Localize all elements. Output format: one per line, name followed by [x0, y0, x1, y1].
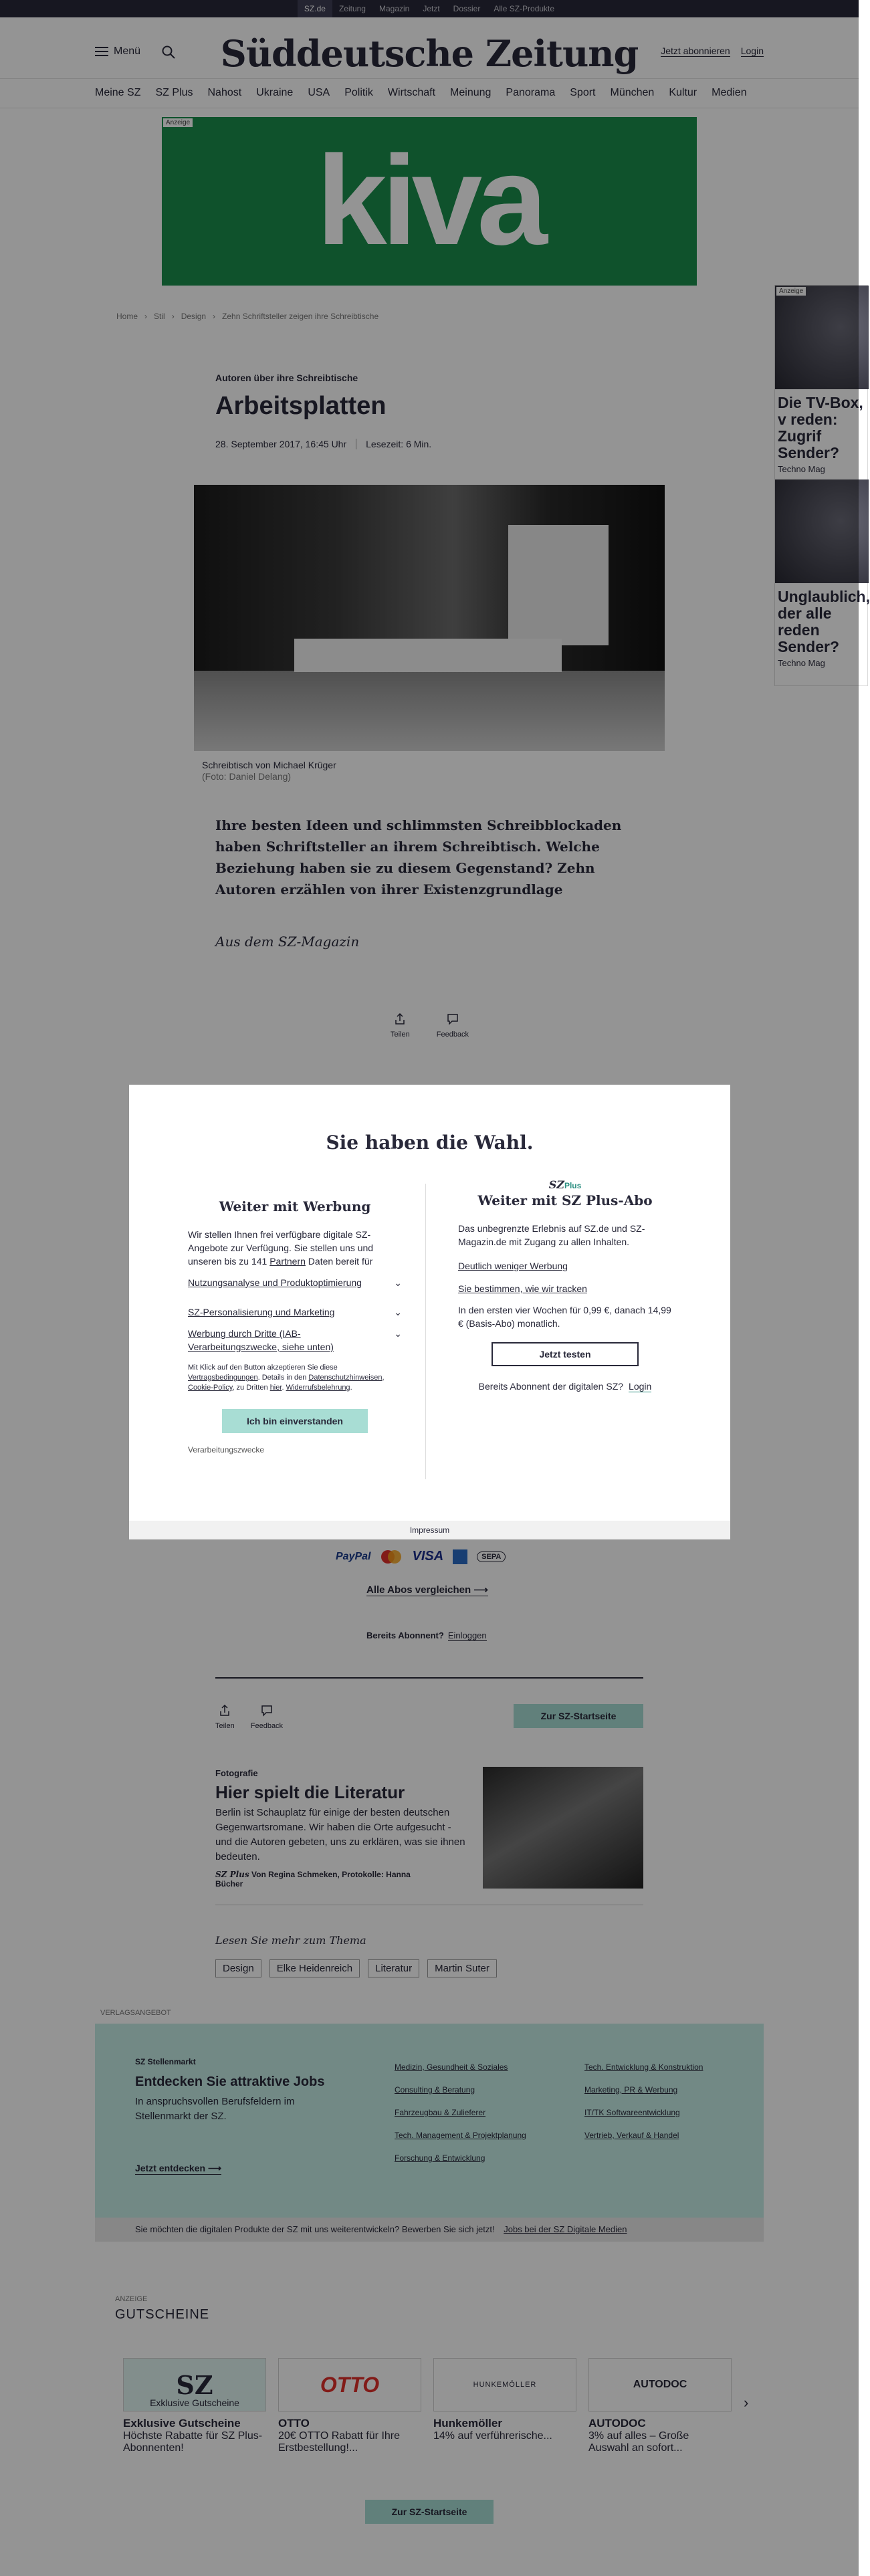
arrow-right-icon: ⟶	[207, 2163, 222, 2173]
ads-heading: Weiter mit Werbung	[219, 1198, 371, 1214]
job-category-link[interactable]: Vertrieb, Verkauf & Handel	[584, 2131, 679, 2140]
voucher-text: Höchste Rabatte für SZ Plus-Abonnenten!	[123, 2430, 263, 2454]
side-ad-source: Techno Mag	[778, 464, 825, 474]
teaser-kicker: Fotografie	[215, 1768, 258, 1778]
menu-label: Menü	[114, 45, 141, 57]
jobs-link-label: Jetzt entdecken	[135, 2163, 206, 2173]
revocation-link[interactable]: Widerrufsbelehrung	[286, 1384, 350, 1392]
privacy-link[interactable]: Datenschutzhinweisen	[308, 1374, 383, 1382]
nav-item[interactable]: Politik	[344, 87, 373, 98]
topbar-item[interactable]: Alle SZ-Produkte	[494, 4, 555, 13]
jobs-title: Entdecken Sie attraktive Jobs	[135, 2074, 325, 2089]
chevron-right-icon: ›	[213, 312, 216, 321]
sz-logo: SZ	[176, 2369, 213, 2400]
purpose-accordion[interactable]	[188, 1276, 402, 1289]
share-label: Teilen	[215, 1722, 235, 1730]
purpose-label: SZ-Personalisierung und Marketing	[188, 1307, 335, 1317]
nav-item[interactable]: München	[610, 87, 655, 98]
topic-tag[interactable]: Martin Suter	[427, 1959, 497, 1977]
ads-text-a: Wir stellen Ihnen frei verfügbare digitale SZ-Angebote zur Verfügung. Sie stellen uns und unseren bis zu 141	[188, 1229, 374, 1267]
nav-item[interactable]: Wirtschaft	[387, 87, 436, 98]
more-topic-label: Lesen Sie mehr zum Thema	[215, 1934, 366, 1947]
topic-tag[interactable]: Design	[215, 1959, 261, 1977]
chevron-right-icon[interactable]: ›	[744, 2394, 749, 2411]
home-button[interactable]: Zur SZ-Startseite	[514, 1704, 643, 1728]
article-kicker: Autoren über ihre Schreibtische	[215, 372, 358, 383]
home-button[interactable]: Zur SZ-Startseite	[365, 2500, 494, 2524]
tracking-link[interactable]: Sie bestimmen, wie wir tracken	[458, 1283, 587, 1294]
fineprint-text: . Details in den	[257, 1374, 307, 1382]
nav-item[interactable]: Sport	[570, 87, 596, 98]
voucher-text: 3% auf alles – Große Auswahl an sofort...	[588, 2430, 689, 2454]
job-category-link[interactable]: Fahrzeugbau & Zulieferer	[395, 2108, 486, 2117]
nav-item[interactable]: Medien	[712, 87, 747, 98]
photo-credit: (Foto: Daniel Delang)	[202, 771, 292, 782]
jobs-text: In anspruchsvollen Berufsfeldern im Stellenmarkt der SZ.	[135, 2096, 295, 2122]
price-text: In den ersten vier Wochen für 0,99 €, danach 14,99 € (Basis-Abo) monatlich.	[458, 1305, 671, 1329]
topbar-item[interactable]: Jetzt	[423, 4, 440, 13]
job-category-link[interactable]: Consulting & Beratung	[395, 2085, 475, 2095]
fineprint-text: .	[350, 1384, 352, 1392]
breadcrumb-item[interactable]: Stil	[154, 312, 165, 321]
topbar-item[interactable]: Magazin	[378, 4, 410, 13]
already-subscriber	[458, 1381, 672, 1392]
already-label: Bereits Abonnent?	[366, 1630, 444, 1640]
nav-item[interactable]: Nahost	[207, 87, 242, 98]
chevron-down-icon: ⌄	[394, 1328, 402, 1339]
voucher-logo-label: Exklusive Gutscheine	[150, 2397, 239, 2408]
fineprint-text: , zu Dritten	[232, 1384, 268, 1392]
modal-login-link[interactable]: Login	[629, 1381, 652, 1392]
nav-item[interactable]: SZ Plus	[155, 87, 193, 98]
login-link[interactable]: Login	[740, 45, 764, 56]
feedback-label: Feedback	[250, 1722, 284, 1730]
cookie-policy-link[interactable]: Cookie-Policy	[188, 1384, 233, 1392]
chevron-right-icon: ›	[171, 312, 175, 321]
try-subscription-button[interactable]: Jetzt testen	[492, 1342, 639, 1366]
fineprint-text: .	[282, 1384, 284, 1392]
visa-logo: VISA	[412, 1549, 444, 1564]
nav-item[interactable]: Panorama	[506, 87, 556, 98]
consent-modal	[129, 1085, 730, 1539]
verlag-label: VERLAGSANGEBOT	[100, 2009, 171, 2017]
job-category-link[interactable]: IT/TK Softwareentwicklung	[584, 2108, 680, 2117]
purpose-accordion[interactable]	[188, 1327, 402, 1354]
subscription-heading: Weiter mit SZ Plus-Abo	[477, 1192, 653, 1208]
subscription-text: Das unbegrenzte Erlebnis auf SZ.de und SZ-Magazin.de mit Zugang zu allen Inhalten.	[458, 1223, 645, 1247]
sz-plus-logo	[458, 1178, 672, 1191]
partners-link[interactable]: Partnern	[269, 1256, 306, 1267]
less-ads-link[interactable]: Deutlich weniger Werbung	[458, 1261, 568, 1271]
topic-tag[interactable]: Elke Heidenreich	[269, 1959, 360, 1977]
teaser-title: Hier spielt die Literatur	[215, 1782, 405, 1802]
job-category-link[interactable]: Tech. Entwicklung & Konstruktion	[584, 2062, 703, 2072]
voucher-name: OTTO	[278, 2417, 310, 2430]
job-category-link[interactable]: Marketing, PR & Werbung	[584, 2085, 678, 2095]
sz-plus-logo-plus: Plus	[564, 1181, 582, 1190]
side-ad-title: Die TV-Box, v reden: Zugrif Sender?	[778, 394, 863, 461]
agree-button[interactable]: Ich bin einverstanden	[222, 1409, 368, 1433]
article-date: 28. September 2017, 16:45 Uhr	[215, 439, 347, 449]
nav-item[interactable]: Meine SZ	[95, 87, 141, 98]
teaser-text: Berlin ist Schauplatz für einige der besten deutschen Gegenwartsromane. Wir haben die Orte aufgesucht - und die Autoren gebeten, uns zu erklären, was sie ihnen bedeuten.	[215, 1807, 465, 1862]
consent-fineprint	[188, 1363, 402, 1393]
share-label: Teilen	[391, 1031, 410, 1039]
article-headline: Arbeitsplatten	[215, 392, 387, 420]
voucher-name: Exklusive Gutscheine	[123, 2417, 241, 2430]
autodoc-logo: AUTODOC	[633, 2379, 687, 2390]
jobs-footer-link[interactable]: Jobs bei der SZ Digitale Medien	[504, 2224, 627, 2234]
nav-item[interactable]: Meinung	[450, 87, 492, 98]
consent-ads-column	[188, 1198, 402, 1455]
job-category-link[interactable]: Forschung & Entwicklung	[395, 2153, 485, 2163]
voucher-text: 14% auf verführerische...	[433, 2430, 552, 2442]
voucher-name: Hunkemöller	[433, 2417, 502, 2430]
impressum-link[interactable]: Impressum	[129, 1521, 730, 1539]
sz-plus-badge: SZ Plus	[215, 1870, 249, 1879]
job-category-link[interactable]: Medizin, Gesundheit & Soziales	[395, 2062, 508, 2072]
jobs-footer-text: Sie möchten die digitalen Produkte der SZ mit uns weiterentwickeln? Bewerben Sie sich jetzt!	[135, 2224, 495, 2234]
chevron-down-icon: ⌄	[394, 1307, 402, 1317]
terms-link[interactable]: Vertragsbedingungen	[188, 1374, 258, 1382]
topic-tag[interactable]: Literatur	[368, 1959, 419, 1977]
job-category-link[interactable]: Tech. Management & Projektplanung	[395, 2131, 526, 2140]
voucher-name: AUTODOC	[588, 2417, 646, 2430]
sepa-logo: SEPA	[477, 1551, 506, 1562]
fineprint-text: ,	[382, 1374, 385, 1382]
fineprint-text: Mit Klick auf den Button akzeptieren Sie diese	[188, 1364, 338, 1372]
purpose-label: Nutzungsanalyse und Produktoptimierung	[188, 1277, 362, 1288]
processing-purposes-link[interactable]: Verarbeitungszwecke	[188, 1445, 265, 1455]
otto-logo: OTTO	[320, 2372, 380, 2397]
arrow-right-icon: ⟶	[473, 1584, 488, 1596]
purpose-accordion[interactable]	[188, 1305, 402, 1319]
voucher-text: 20€ OTTO Rabatt für Ihre Erstbestellung!...	[278, 2430, 401, 2454]
chevron-down-icon: ⌄	[394, 1277, 402, 1288]
breadcrumb-item[interactable]: Home	[116, 312, 138, 321]
ads-text-b: Daten bereit für	[308, 1256, 373, 1267]
modal-column-divider	[425, 1184, 426, 1479]
paypal-logo: PayPal	[336, 1550, 371, 1562]
login-link[interactable]: Einloggen	[447, 1630, 487, 1640]
subscribe-link[interactable]: Jetzt abonnieren	[661, 45, 730, 56]
purpose-label: Werbung durch Dritte (IAB-Verarbeitungszwecke, siehe unten)	[188, 1328, 334, 1352]
article-intro: Ihre besten Ideen und schlimmsten Schreibblockaden haben Schriftsteller an ihrem Schreibtisch. Welche Beziehung haben sie zu diesem Gegenstand? Zehn Autoren erzählen von ihrer Existenzgrundlage	[215, 817, 622, 897]
modal-title: Sie haben die Wahl.	[326, 1132, 534, 1154]
ad-brand-logo: kiva	[316, 130, 542, 272]
ad-tag: Anzeige	[163, 118, 193, 127]
gutscheine-title: GUTSCHEINE	[115, 2307, 210, 2322]
nav-item[interactable]: Kultur	[669, 87, 697, 98]
side-ad-title: Unglaublich, der alle reden Sender?	[778, 588, 870, 655]
sz-plus-logo-sz: SZ	[548, 1178, 564, 1191]
nav-item[interactable]: USA	[308, 87, 330, 98]
feedback-label: Feedback	[436, 1031, 469, 1039]
breadcrumb-item[interactable]: Design	[181, 312, 207, 321]
third-party-link[interactable]: hier	[269, 1384, 282, 1392]
topbar-item[interactable]: SZ.de	[298, 0, 332, 17]
side-ad-source: Techno Mag	[778, 658, 825, 668]
read-time: Lesezeit: 6 Min.	[366, 439, 432, 449]
hunkemoller-logo: HUNKEMÖLLER	[473, 2381, 537, 2389]
article-source: Aus dem SZ-Magazin	[215, 934, 360, 950]
nav-item[interactable]: Ukraine	[256, 87, 294, 98]
topbar-item[interactable]: Zeitung	[338, 4, 366, 13]
ad-tag: Anzeige	[776, 287, 806, 296]
chevron-right-icon: ›	[144, 312, 148, 321]
jobs-kicker: SZ Stellenmarkt	[135, 2057, 196, 2066]
gutscheine-tag: ANZEIGE	[115, 2295, 148, 2303]
topbar-item[interactable]: Dossier	[453, 4, 481, 13]
byline-text: Von Regina Schmeken, Protokolle: Hanna Bücher	[215, 1870, 411, 1889]
site-logo[interactable]: Süddeutsche Zeitung	[220, 32, 639, 75]
compare-label: Alle Abos vergleichen	[366, 1584, 471, 1596]
ads-description	[188, 1228, 402, 1268]
already-label: Bereits Abonnent der digitalen SZ?	[478, 1381, 624, 1392]
breadcrumb-item: Zehn Schriftsteller zeigen ihre Schreibtische	[222, 312, 379, 321]
caption-text: Schreibtisch von Michael Krüger	[202, 760, 336, 770]
consent-subscription-column	[458, 1178, 672, 1392]
